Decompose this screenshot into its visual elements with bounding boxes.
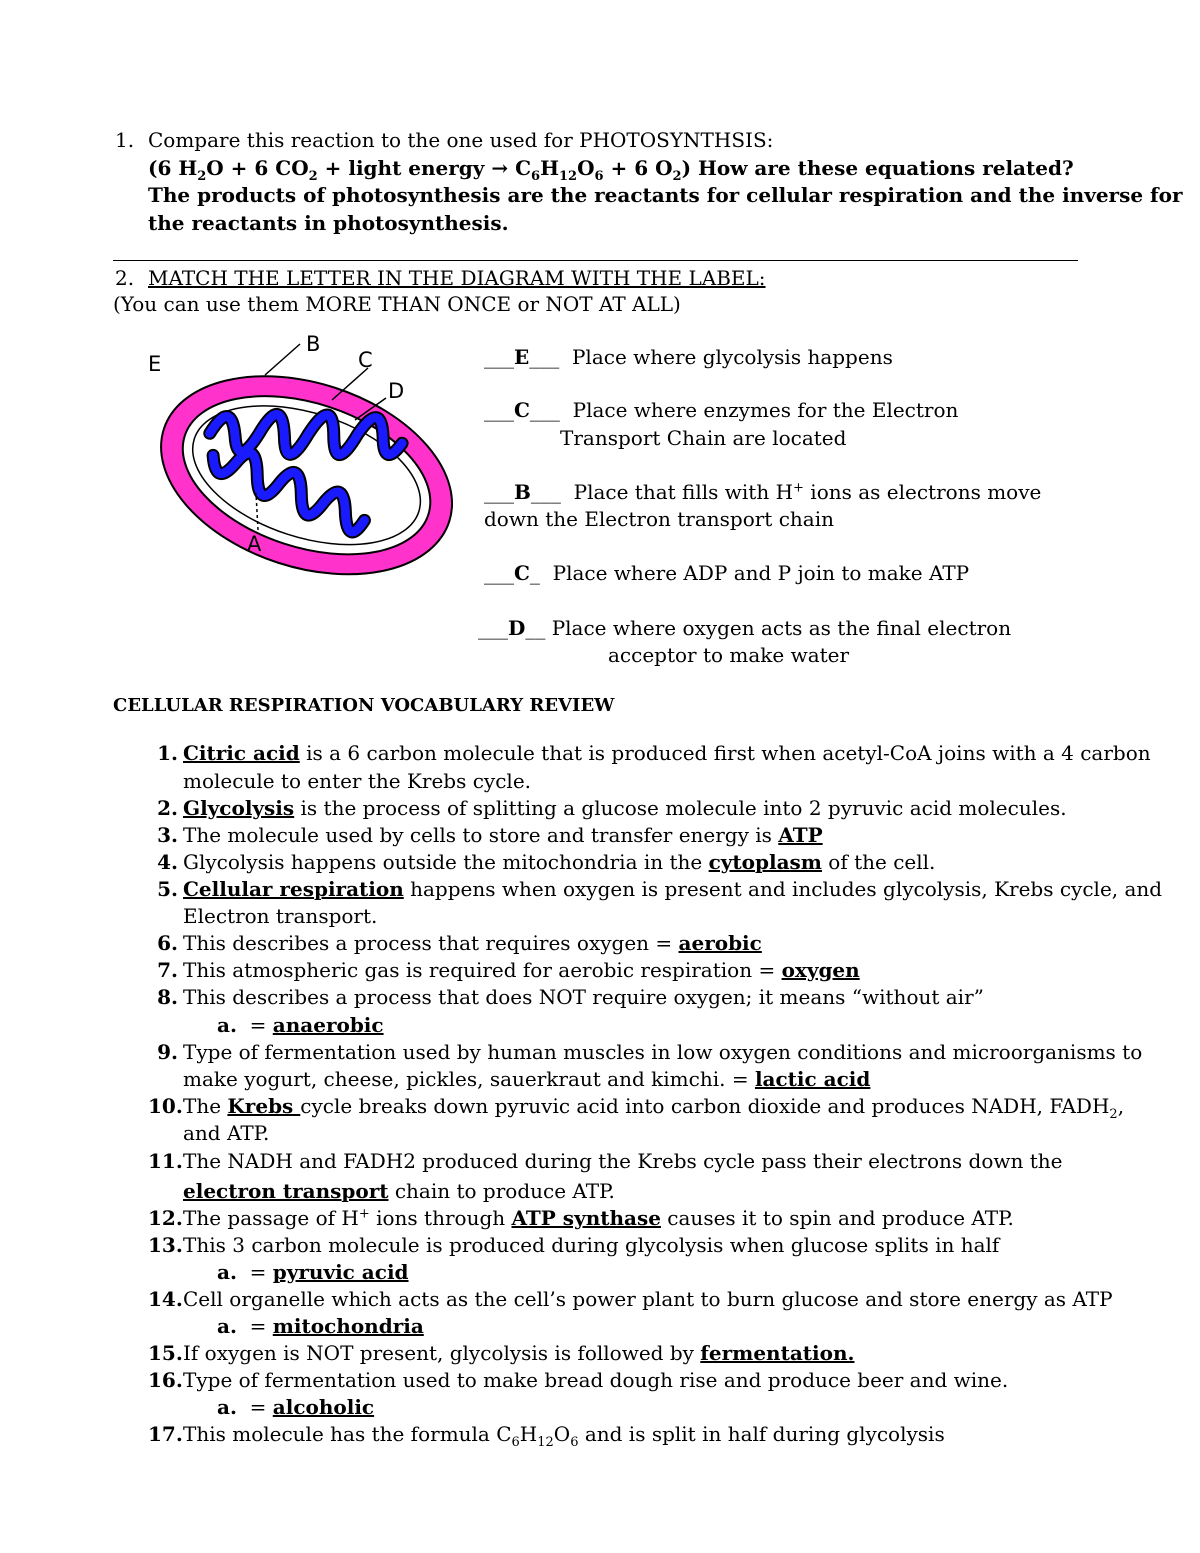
vocab-answer: Krebs — [227, 1094, 301, 1118]
match-item-5: ___D__ Place where oxygen acts as the final electron — [478, 616, 1012, 640]
vocab-number: 10. — [148, 1094, 183, 1118]
match-item-2: ___C___ Place where enzymes for the Electron — [484, 398, 959, 422]
vocab-number: 3. — [157, 823, 178, 847]
vocab-text: is a 6 carbon molecule that is produced first when acetyl-CoA joins with a 4 carbon — [299, 741, 1151, 765]
vocab-text: happens when oxygen is present and includes glycolysis, Krebs cycle, and — [403, 877, 1163, 901]
diagram-label-e: E — [148, 352, 162, 376]
vocab-text: Cell organelle which acts as the cell’s power plant to burn glucose and store energy as ATP — [183, 1287, 1113, 1311]
sub-equals: = — [236, 1013, 273, 1037]
vocab-answer: anaerobic — [272, 1013, 384, 1037]
vocab-text: Type of fermentation used to make bread dough rise and produce beer and wine. — [183, 1368, 1009, 1392]
vocab-subanswer — [217, 1395, 374, 1419]
vocab-number: 4. — [157, 850, 178, 874]
mitochondrion-diagram — [140, 330, 470, 610]
match-text-1: Place where glycolysis happens — [571, 345, 893, 369]
vocab-subanswer — [217, 1314, 424, 1338]
vocab-item-continued: Electron transport. — [183, 904, 378, 928]
match-answer-5: D — [508, 616, 526, 640]
equation-text: O — [577, 156, 595, 180]
vocab-number: 8. — [157, 985, 178, 1009]
q1-number: 1. — [115, 128, 135, 152]
q2-note: (You can use them MORE THAN ONCE or NOT AT ALL) — [113, 292, 681, 316]
vocab-answer: oxygen — [781, 958, 860, 982]
equation-text: + 6 O — [603, 156, 673, 180]
vocab-text: Glycolysis happens outside the mitochondria in the — [183, 850, 709, 874]
equation-subscript: 2 — [197, 169, 207, 184]
vocab-answer: ATP synthase — [511, 1206, 661, 1230]
match-text-3b: down the Electron transport chain — [484, 507, 834, 531]
vocab-text: This 3 carbon molecule is produced during glycolysis when glucose splits in half — [183, 1233, 1000, 1257]
match-answer-3: B — [514, 480, 531, 504]
vocab-text: This molecule has the formula C — [183, 1422, 512, 1446]
equation-subscript: 2 — [308, 169, 318, 184]
vocab-number: 15. — [148, 1341, 183, 1365]
vocab-text: cycle breaks down pyruvic acid into carbon dioxide and produces NADH, FADH — [300, 1094, 1110, 1118]
vocab-text: chain to produce ATP. — [388, 1179, 615, 1203]
vocab-text: If oxygen is NOT present, glycolysis is followed by — [183, 1341, 701, 1365]
equation-subscript: 2 — [672, 169, 682, 184]
vocab-answer: mitochondria — [272, 1314, 424, 1338]
vocab-answer: aerobic — [678, 931, 762, 955]
sub-label: a. — [217, 1013, 237, 1037]
vocab-subanswer — [217, 1013, 384, 1037]
equation-text: (6 H — [148, 156, 198, 180]
vocab-answer: cytoplasm — [708, 850, 822, 874]
vocab-number: 16. — [148, 1368, 183, 1392]
match-text-3-post: ions as electrons move — [803, 480, 1042, 504]
vocab-item — [183, 1149, 1062, 1173]
equation-subscript: 12 — [558, 169, 578, 184]
sub-label: a. — [217, 1314, 237, 1338]
sub-label: a. — [217, 1395, 237, 1419]
diagram-label-d: D — [388, 379, 405, 403]
vocab-text: causes it to spin and produce ATP. — [660, 1206, 1014, 1230]
match-item-4: ___C_ Place where ADP and P join to make ATP — [484, 561, 970, 585]
vocab-text: Type of fermentation used by human muscles in low oxygen conditions and microorganisms to — [183, 1040, 1143, 1064]
q1-answer-line2: the reactants in photosynthesis. — [148, 211, 509, 235]
vocab-number: 1. — [157, 741, 178, 765]
match-item-1: ___E___ Place where glycolysis happens — [484, 345, 893, 369]
vocab-answer: ATP — [778, 823, 823, 847]
sub-equals: = — [236, 1314, 273, 1338]
match-answer-1: E — [514, 345, 530, 369]
diagram-label-b: B — [306, 332, 321, 356]
diagram-label-c: C — [358, 348, 373, 372]
vocab-item — [183, 1287, 1113, 1311]
vocab-item — [183, 823, 823, 847]
vocab-number: 2. — [157, 796, 178, 820]
q1-prompt: Compare this reaction to the one used for PHOTOSYNTHSIS: — [148, 128, 774, 152]
match-text-2b: Transport Chain are located — [560, 426, 847, 450]
leader-line-b — [265, 344, 300, 375]
match-text-5b: acceptor to make water — [608, 643, 850, 667]
vocab-item-continued — [183, 1067, 870, 1091]
match-text-4: Place where ADP and P join to make ATP — [552, 561, 970, 585]
vocab-item — [183, 958, 860, 982]
vocab-item — [183, 1206, 1014, 1230]
match-answer-4: C — [514, 561, 530, 585]
vocab-number: 5. — [157, 877, 178, 901]
superscript-plus: + — [793, 480, 804, 496]
vocab-item — [183, 1040, 1142, 1064]
vocab-text: The molecule used by cells to store and transfer energy is — [183, 823, 779, 847]
vocab-answer: pyruvic acid — [272, 1260, 409, 1284]
equation-text: + light energy → C — [317, 156, 532, 180]
vocab-text: This atmospheric gas is required for aerobic respiration = — [183, 958, 782, 982]
vocab-text: The passage of H — [183, 1206, 359, 1230]
q1-answer-line1: The products of photosynthesis are the reactants for cellular respiration and the inverse for — [148, 183, 1183, 207]
vocab-number: 12. — [148, 1206, 183, 1230]
vocab-item — [183, 1094, 1125, 1122]
vocab-item — [183, 1368, 1008, 1392]
vocab-number: 13. — [148, 1233, 183, 1257]
match-text-2: Place where enzymes for the Electron — [572, 398, 959, 422]
superscript: + — [358, 1206, 370, 1222]
vocab-answer: electron transport — [183, 1179, 389, 1203]
vocab-number: 17. — [148, 1422, 183, 1446]
vocab-text: O — [553, 1422, 571, 1446]
vocab-title: CELLULAR RESPIRATION VOCABULARY REVIEW — [113, 695, 615, 716]
vocab-number: 6. — [157, 931, 178, 955]
equation-subscript: 6 — [594, 169, 604, 184]
match-text-3: Place that fills with H — [573, 480, 794, 504]
vocab-text: is the process of splitting a glucose molecule into 2 pyruvic acid molecules. — [294, 796, 1067, 820]
equation-text: O + 6 CO — [206, 156, 309, 180]
vocab-text: The NADH and FADH2 produced during the Krebs cycle pass their electrons down the — [183, 1149, 1063, 1173]
match-item-3: ___B___ Place that fills with H+ ions as electrons move — [484, 480, 1042, 504]
vocab-item — [183, 1341, 854, 1365]
vocab-answer: Citric acid — [183, 741, 300, 765]
vocab-item — [183, 1422, 945, 1450]
vocab-text: , — [1117, 1094, 1125, 1118]
vocab-subanswer — [217, 1260, 409, 1284]
vocab-number: 9. — [157, 1040, 178, 1064]
subscript: 6 — [511, 1435, 520, 1450]
vocab-item — [183, 877, 1162, 901]
subscript: 12 — [537, 1435, 554, 1450]
subscript: 2 — [1109, 1107, 1118, 1122]
vocab-text: This describes a process that does NOT require oxygen; it means “without air” — [183, 985, 984, 1009]
vocab-item — [183, 850, 935, 874]
vocab-number: 11. — [148, 1149, 183, 1173]
q2-heading: MATCH THE LETTER IN THE DIAGRAM WITH THE LABEL: — [148, 266, 766, 290]
vocab-item-continued — [183, 1179, 615, 1203]
vocab-text: and is split in half during glycolysis — [578, 1422, 945, 1446]
vocab-text: of the cell. — [821, 850, 936, 874]
diagram-label-a: A — [247, 532, 262, 556]
vocab-answer: alcoholic — [272, 1395, 375, 1419]
vocab-answer: Glycolysis — [183, 796, 295, 820]
match-text-5: Place where oxygen acts as the final electron — [551, 616, 1012, 640]
vocab-answer: Cellular respiration — [183, 877, 404, 901]
vocab-text: make yogurt, cheese, pickles, sauerkraut and kimchi. = — [183, 1067, 755, 1091]
vocab-text: The — [183, 1094, 228, 1118]
sub-label: a. — [217, 1260, 237, 1284]
section-divider — [113, 260, 1078, 261]
vocab-number: 14. — [148, 1287, 183, 1311]
equation-text: H — [540, 156, 559, 180]
vocab-text: This describes a process that requires oxygen = — [183, 931, 679, 955]
equation-text: ) How are these equations related? — [681, 156, 1074, 180]
vocab-item — [183, 741, 1151, 765]
vocab-answer: lactic acid — [754, 1067, 871, 1091]
vocab-item — [183, 796, 1067, 820]
vocab-item — [183, 985, 984, 1009]
vocab-number: 7. — [157, 958, 178, 982]
vocab-item-continued: and ATP. — [183, 1121, 270, 1145]
sub-equals: = — [236, 1260, 273, 1284]
vocab-text: ions through — [369, 1206, 512, 1230]
vocab-item — [183, 931, 762, 955]
equation-subscript: 6 — [531, 169, 541, 184]
q1-equation — [148, 156, 1074, 184]
sub-equals: = — [236, 1395, 273, 1419]
vocab-text: H — [519, 1422, 538, 1446]
vocab-item — [183, 1233, 999, 1257]
vocab-item-continued: molecule to enter the Krebs cycle. — [183, 769, 532, 793]
match-answer-2: C — [514, 398, 530, 422]
q2-number: 2. — [115, 266, 135, 290]
vocab-answer: fermentation. — [700, 1341, 855, 1365]
subscript: 6 — [570, 1435, 579, 1450]
